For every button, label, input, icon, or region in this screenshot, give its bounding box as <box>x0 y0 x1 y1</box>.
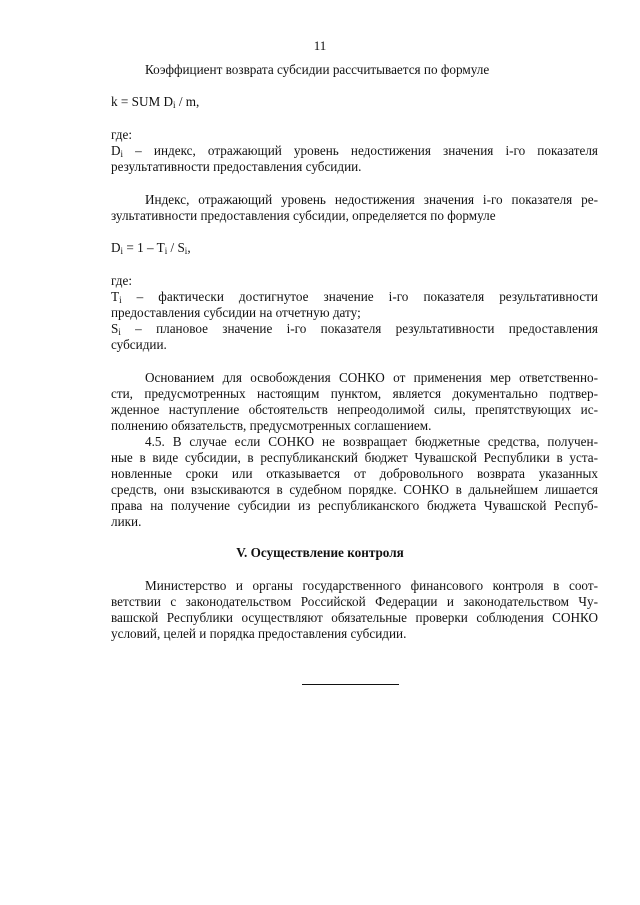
def-t-sub: i <box>119 295 122 305</box>
basis-line-4: полнению обязательств, предусмотренных соглашением. <box>111 418 432 433</box>
formula-d-a-sub: i <box>120 246 124 256</box>
index-para-line-2: зультативности предоставления субсидии, определяется по формуле <box>111 208 496 223</box>
def-d-sub: i <box>120 149 124 159</box>
where-label-2: где: <box>111 273 132 288</box>
formula-k <box>111 94 598 111</box>
basis-line-2: сти, предусмотренных настоящим пунктом, является документально подтвер- <box>111 386 598 401</box>
basis-line-1: Основанием для освобождения СОНКО от применения мер ответственно- <box>145 370 598 385</box>
formula-d-b-sub: i <box>164 246 168 256</box>
def-s-sub: i <box>118 327 121 337</box>
basis-line-3: жденное наступление обстоятельств непреодолимой силы, препятствующих ис- <box>111 402 598 417</box>
index-para-line-1: Индекс, отражающий уровень недостижения значения i-го показателя ре- <box>145 192 598 207</box>
formula-d-d: , <box>187 240 191 255</box>
def-s-symbol: S <box>111 321 119 336</box>
formula-d-a: D <box>111 240 121 255</box>
def-t-line-1 <box>111 289 598 306</box>
formula-d-c: / S <box>167 240 185 255</box>
def-t-text: – фактически достигнутое значение i-го показателя результативности <box>121 289 598 304</box>
where-label-1: где: <box>111 127 132 142</box>
formula-k-rhs: / m, <box>175 94 200 109</box>
def-s-line-2: субсидии. <box>111 337 167 352</box>
def-s-text: – плановое значение i-го показателя результативности предоставления <box>120 321 598 336</box>
p45-line-4: средств, они взыскиваются в судебном порядке. СОНКО в дальнейшем лишается <box>111 482 598 497</box>
p45-line-6: лики. <box>111 514 142 529</box>
def-s-line-1 <box>111 321 598 338</box>
p45-line-2: ные в виде субсидии, в республиканский бюджет Чувашской Республики в уста- <box>111 450 598 465</box>
p45-line-3: новленные сроки или отказывается от добровольного возврата указанных <box>111 466 598 481</box>
p45-line-1: 4.5. В случае если СОНКО не возвращает бюджетные средства, получен- <box>145 434 598 449</box>
intro-line: Коэффициент возврата субсидии рассчитывается по формуле <box>145 62 490 77</box>
def-t-line-2: предоставления субсидии на отчетную дату; <box>111 305 361 320</box>
def-d-text: – индекс, отражающий уровень недостижения значения i-го показателя <box>123 143 598 158</box>
control-line-1: Министерство и органы государственного финансового контроля в соот- <box>145 578 598 593</box>
p45-line-5: права на получение субсидии из республиканского бюджета Чувашской Респуб- <box>111 498 598 513</box>
def-d-symbol: D <box>111 143 121 158</box>
control-line-2: ветствии с законодательством Российской Федерации и законодательством Чу- <box>111 594 598 609</box>
formula-d-b: = 1 – T <box>123 240 165 255</box>
control-line-4: условий, целей и порядка предоставления субсидии. <box>111 626 407 641</box>
end-rule <box>302 684 399 685</box>
def-d-line-2: результативности предоставления субсидии. <box>111 159 362 174</box>
def-d-line-1 <box>111 143 598 160</box>
section-heading: V. Осуществление контроля <box>236 545 404 560</box>
formula-d <box>111 240 598 257</box>
def-t-symbol: T <box>111 289 120 304</box>
formula-d-c-sub: i <box>184 246 188 256</box>
formula-k-lhs: k = SUM D <box>111 94 174 109</box>
control-line-3: вашской Республики осуществляют обязательные проверки соблюдения СОНКО <box>111 610 598 625</box>
formula-k-sub: i <box>173 100 176 110</box>
page-number: 11 <box>313 38 327 53</box>
